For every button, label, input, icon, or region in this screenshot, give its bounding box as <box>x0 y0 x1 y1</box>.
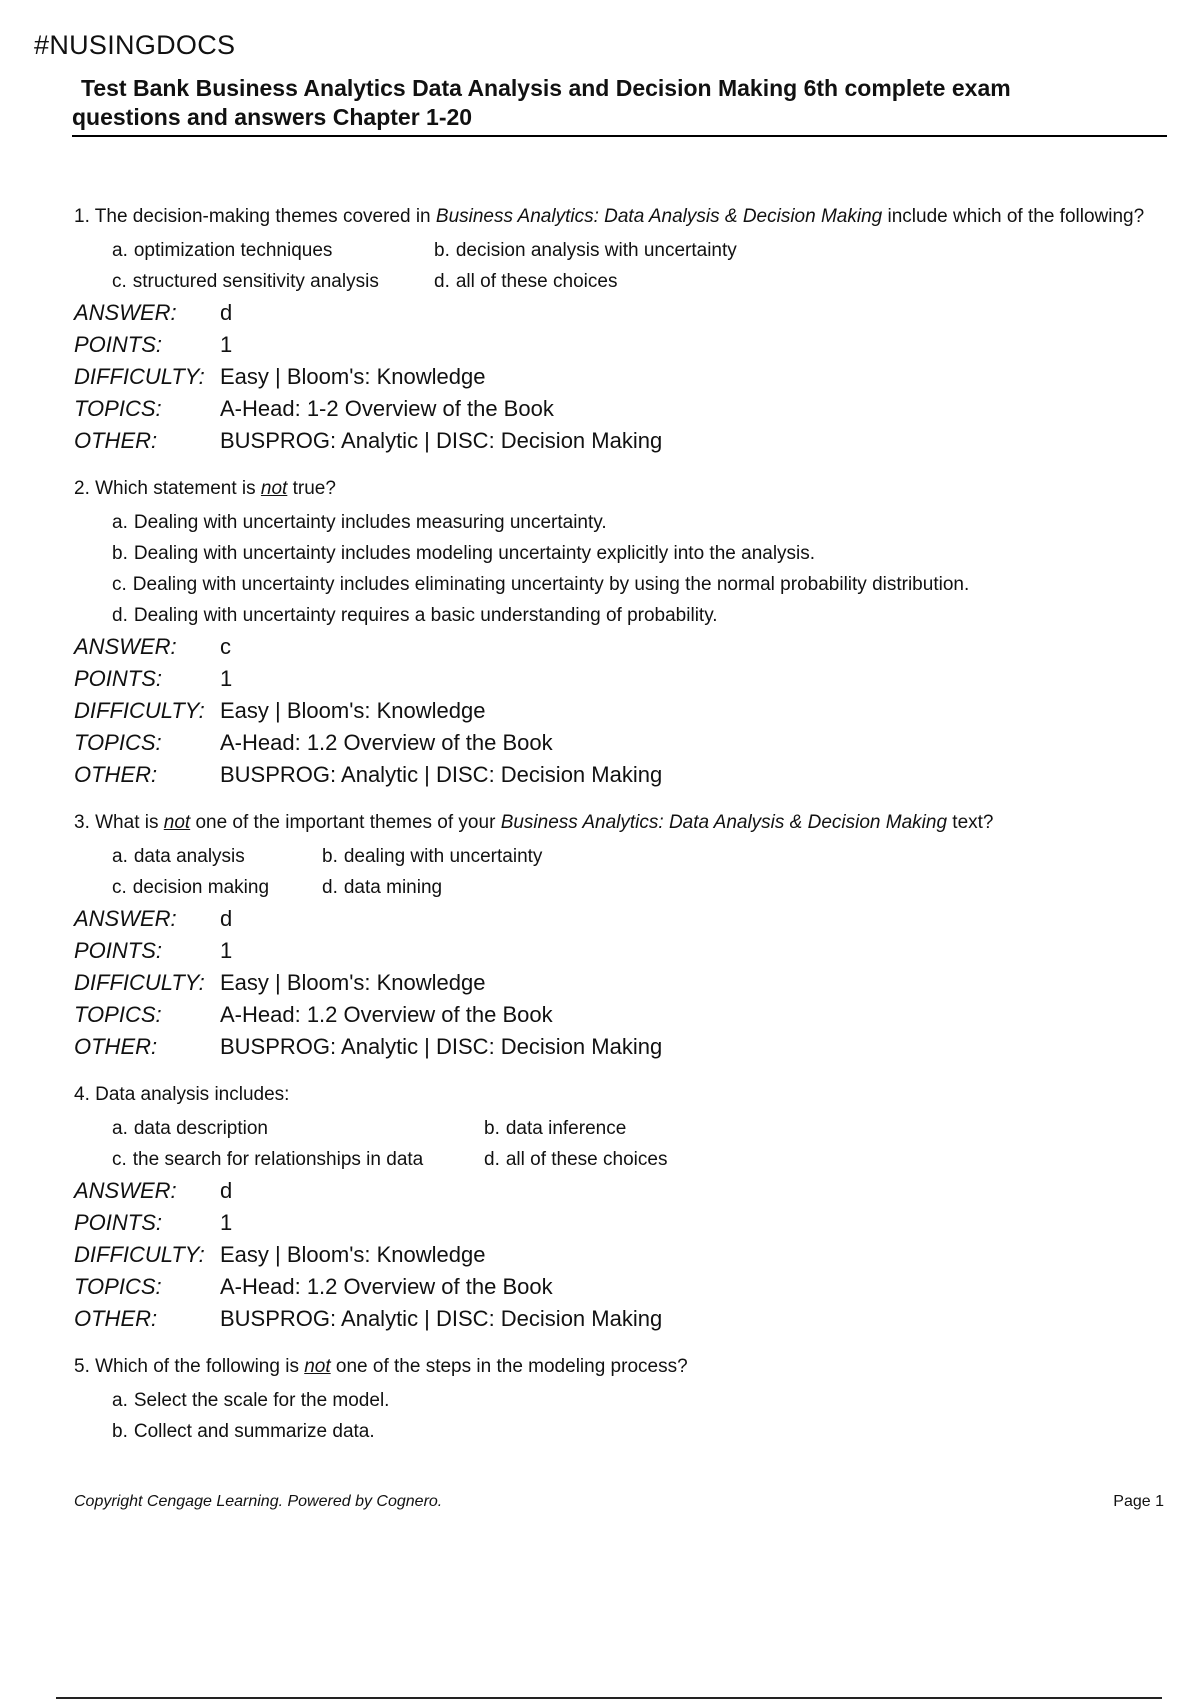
question-1-text: 1. The decision-making themes covered in Business Analytics: Data Analysis & Decision Making include which of the following? <box>74 206 1145 227</box>
question-1 <box>74 205 1174 457</box>
choice-d: d. all of these choices <box>484 1148 668 1170</box>
question-5-text: 5. Which of the following is not one of the steps in the modeling process? <box>74 1356 688 1377</box>
choice-d: d. all of these choices <box>434 270 618 292</box>
question-3-text: 3. What is not one of the important themes of your Business Analytics: Data Analysis & Decision Making text? <box>74 812 994 833</box>
question-4-choices <box>112 1113 1174 1175</box>
choice-c: c. the search for relationships in data <box>112 1148 424 1170</box>
points-row: POINTS: 1 <box>74 666 233 691</box>
difficulty-row: DIFFICULTY: Easy | Bloom's: Knowledge <box>74 1242 486 1267</box>
points-row: POINTS: 1 <box>74 332 233 357</box>
answer-row: ANSWER: d <box>74 1178 233 1203</box>
other-row: OTHER: BUSPROG: Analytic | DISC: Decision Making <box>74 1306 663 1331</box>
choice-a: a. data description <box>112 1117 269 1139</box>
topics-row: TOPICS: A-Head: 1.2 Overview of the Book <box>74 730 553 755</box>
question-5-choices <box>112 1385 1174 1447</box>
other-row: OTHER: BUSPROG: Analytic | DISC: Decision Making <box>74 1034 663 1059</box>
answer-row: ANSWER: d <box>74 906 233 931</box>
topics-row: TOPICS: A-Head: 1.2 Overview of the Book <box>74 1274 553 1299</box>
choice-c: c. Dealing with uncertainty includes eliminating uncertainty by using the normal probability distribution. <box>112 573 970 595</box>
site-tag: #NUSINGDOCS <box>34 30 236 60</box>
topics-row: TOPICS: A-Head: 1.2 Overview of the Book <box>74 1002 553 1027</box>
question-list <box>74 205 1174 1467</box>
topics-row: TOPICS: A-Head: 1-2 Overview of the Book <box>74 396 554 421</box>
difficulty-row: DIFFICULTY: Easy | Bloom's: Knowledge <box>74 970 486 995</box>
document-title <box>72 74 1167 137</box>
choice-c: c. decision making <box>112 876 270 898</box>
question-3 <box>74 811 1174 1063</box>
title-line-1: Test Bank Business Analytics Data Analysis and Decision Making 6th complete exam <box>81 75 1011 101</box>
page-number: Page 1 <box>1113 1493 1164 1510</box>
answer-row: ANSWER: d <box>74 300 233 325</box>
answer-row: ANSWER: c <box>74 634 231 659</box>
question-4 <box>74 1083 1174 1335</box>
points-row: POINTS: 1 <box>74 938 233 963</box>
bottom-divider <box>56 1697 1162 1699</box>
page-footer <box>74 1493 1164 1511</box>
choice-c: c. structured sensitivity analysis <box>112 270 379 292</box>
question-2 <box>74 477 1174 791</box>
other-row: OTHER: BUSPROG: Analytic | DISC: Decision Making <box>74 762 663 787</box>
choice-b: b. decision analysis with uncertainty <box>434 239 737 261</box>
choice-a: a. Dealing with uncertainty includes measuring uncertainty. <box>112 511 607 533</box>
difficulty-row: DIFFICULTY: Easy | Bloom's: Knowledge <box>74 698 486 723</box>
other-row: OTHER: BUSPROG: Analytic | DISC: Decision Making <box>74 428 663 453</box>
choice-a: a. Select the scale for the model. <box>112 1389 390 1411</box>
question-1-choices <box>112 235 1174 297</box>
question-4-text: 4. Data analysis includes: <box>74 1084 290 1105</box>
choice-a: a. data analysis <box>112 845 245 867</box>
title-line-2: questions and answers Chapter 1-20 <box>72 104 473 130</box>
question-3-choices <box>112 841 1174 903</box>
choice-d: d. data mining <box>322 876 443 898</box>
copyright-text: Copyright Cengage Learning. Powered by Cognero. <box>74 1493 443 1510</box>
choice-b: b. Collect and summarize data. <box>112 1420 375 1442</box>
choice-b: b. Dealing with uncertainty includes modeling uncertainty explicitly into the analysis. <box>112 542 816 564</box>
points-row: POINTS: 1 <box>74 1210 233 1235</box>
question-5 <box>74 1355 1174 1447</box>
choice-b: b. data inference <box>484 1117 627 1139</box>
question-2-choices <box>112 507 1174 631</box>
question-2-text: 2. Which statement is not true? <box>74 478 336 499</box>
choice-a: a. optimization techniques <box>112 239 333 261</box>
choice-d: d. Dealing with uncertainty requires a basic understanding of probability. <box>112 604 718 626</box>
difficulty-row: DIFFICULTY: Easy | Bloom's: Knowledge <box>74 364 486 389</box>
choice-b: b. dealing with uncertainty <box>322 845 543 867</box>
